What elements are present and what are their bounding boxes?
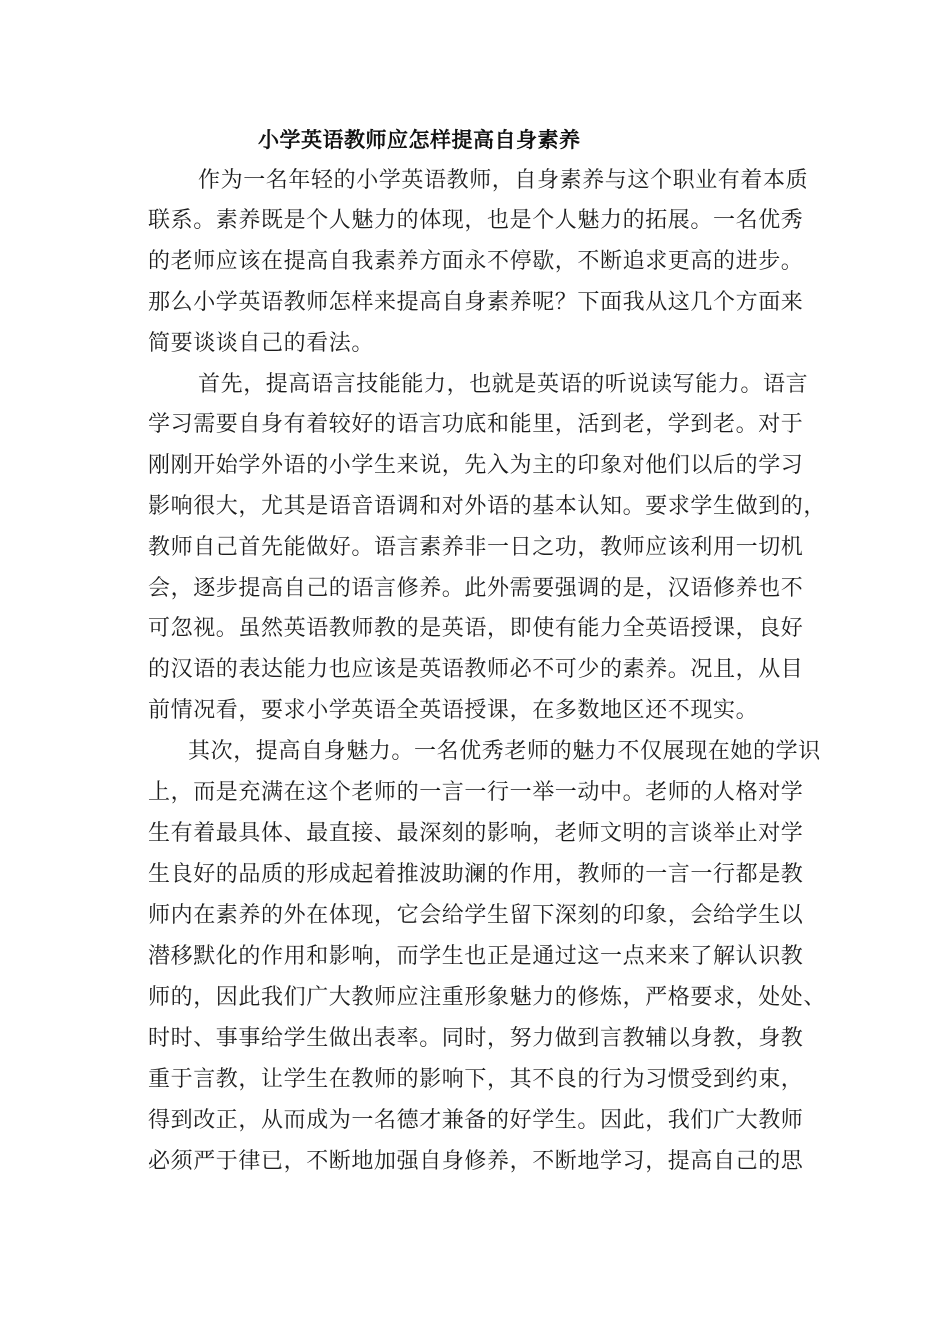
paragraph-line: 刚刚开始学外语的小学生来说，先入为主的印象对他们以后的学习 [148, 453, 804, 478]
paragraph-line: 生有着最具体、最直接、最深刻的影响，老师文明的言谈举止对学 [148, 821, 804, 846]
paragraph-line: 联系。素养既是个人魅力的体现，也是个人魅力的拓展。一名优秀 [148, 208, 804, 233]
paragraph-line: 的老师应该在提高自我素养方面永不停歇，不断追求更高的进步。 [148, 249, 804, 274]
paragraph-line: 的汉语的表达能力也应该是英语教师必不可少的素养。况且，从目 [148, 657, 804, 682]
paragraph-line: 可忽视。虽然英语教师教的是英语，即使有能力全英语授课，良好 [148, 616, 804, 641]
paragraph-line: 生良好的品质的形成起着推波助澜的作用，教师的一言一行都是教 [148, 862, 804, 887]
paragraph-line: 首先，提高语言技能能力，也就是英语的听说读写能力。语言 [198, 372, 809, 397]
paragraph-line: 作为一名年轻的小学英语教师，自身素养与这个职业有着本质 [198, 168, 809, 193]
paragraph-line: 影响很大，尤其是语音语调和对外语的基本认知。要求学生做到的， [148, 494, 827, 519]
paragraph-line: 学习需要自身有着较好的语言功底和能里，活到老，学到老。对于 [148, 412, 804, 437]
paragraph-line: 时时、事事给学生做出表率。同时，努力做到言教辅以身教，身教 [148, 1026, 804, 1051]
paragraph-line: 潜移默化的作用和影响，而学生也正是通过这一点来来了解认识教 [148, 944, 804, 969]
paragraph-line: 教师自己首先能做好。语言素养非一日之功，教师应该利用一切机 [148, 535, 804, 560]
paragraph-line: 简要谈谈自己的看法。 [148, 331, 375, 356]
paragraph-line: 前情况看，要求小学英语全英语授课，在多数地区还不现实。 [148, 698, 759, 723]
paragraph-line: 那么小学英语教师怎样来提高自身素养呢？下面我从这几个方面来 [148, 290, 804, 315]
document-title: 小学英语教师应怎样提高自身素养 [258, 127, 581, 152]
paragraph-line: 师内在素养的外在体现，它会给学生留下深刻的印象，会给学生以 [148, 903, 804, 928]
paragraph-line: 得到改正，从而成为一名德才兼备的好学生。因此，我们广大教师 [148, 1108, 804, 1133]
paragraph-line: 重于言教，让学生在教师的影响下，其不良的行为习惯受到约束， [148, 1067, 804, 1092]
paragraph-line: 其次，提高自身魅力。一名优秀老师的魅力不仅展现在她的学识 [188, 739, 821, 764]
paragraph-line: 师的，因此我们广大教师应注重形象魅力的修炼，严格要求，处处、 [148, 985, 827, 1010]
paragraph-line: 上，而是充满在这个老师的一言一行一举一动中。老师的人格对学 [148, 780, 804, 805]
paragraph-line: 会，逐步提高自己的语言修养。此外需要强调的是，汉语修养也不 [148, 576, 804, 601]
paragraph-line: 必须严于律已，不断地加强自身修养，不断地学习，提高自己的思 [148, 1149, 804, 1174]
